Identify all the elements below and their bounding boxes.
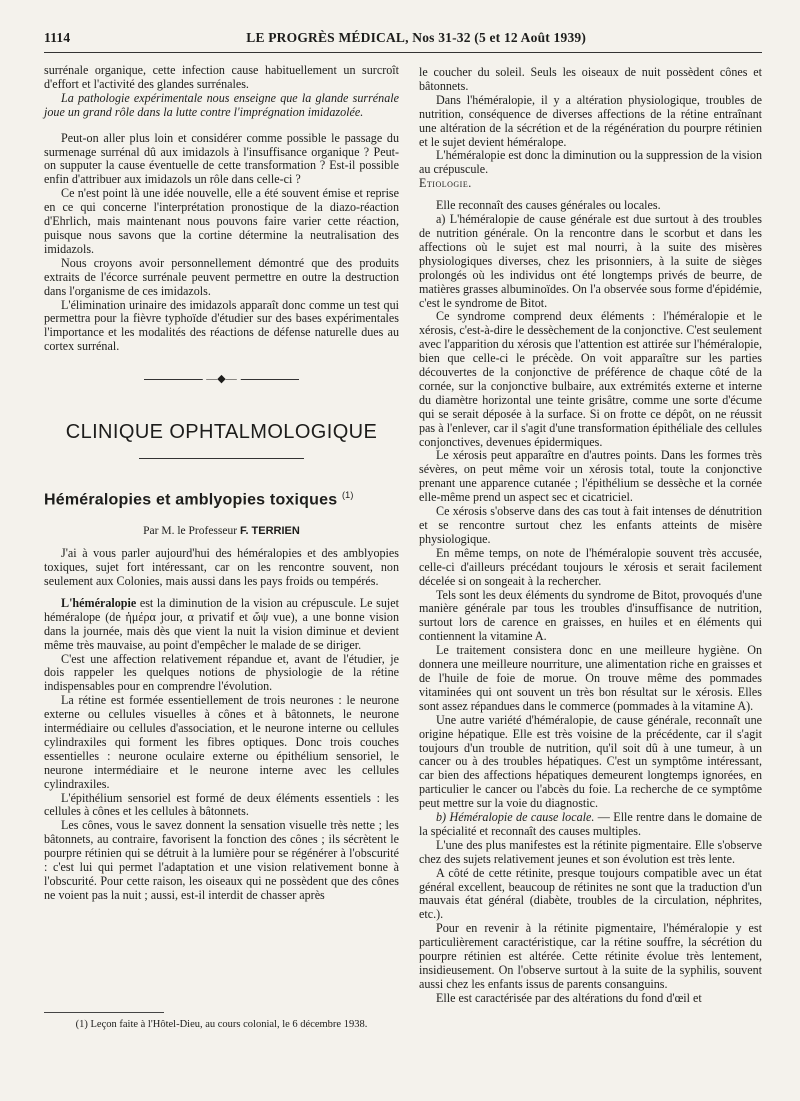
subsection-label: b) Héméralopie de cause locale. [436,810,595,825]
paragraph: Ce n'est point là une idée nouvelle, elle a été souvent émise et reprise en ce qui concerne l'interprétation pronostique de la diazo-réaction d'Ehrlich, mais maintenant nous pouvons faire varier cette réaction, puisque nous savons que la cortine détermine la neutralisation des imidazols. [44,186,399,256]
paragraph: Le xérosis peut apparaître en d'autres points. Dans les formes très sévères, on peut même voir un xérosis total, toute la conjonctive prenant une apparence cutanée ; l'épithélium se dessèche et la cornée elle-même prend un aspect sec et cicatriciel. [419,448,762,505]
paragraph-text: est la diminution de la vision au crépuscule. Le sujet héméralope (de ἡμέρα jour, α privatif et ὤψ vue), a une bonne vision dans la journée, mais dès que vient la nuit la vision diminue et devient même très mauvaise, au point d'empêcher le malade de se diriger. [44,595,399,652]
paragraph: Dans l'héméralopie, il y a altération physiologique, troubles de nutrition, conséquence de diverses affections de la rétine entraînant une altération de la sécrétion et de la régénération du pourpre rétinien et le sujet devient héméralope. [419,92,762,149]
rubric-rule [139,458,304,459]
paragraph: L'une des plus manifestes est la rétinite pigmentaire. Elle s'observe chez des sujets relativement jeunes et son évolution est très lente. [419,837,762,866]
paragraph: Les cônes, vous le savez donnent la sensation visuelle très nette ; les bâtonnets, au contraire, favorisent la fonction des cônes ; ils sécrètent le pourpre rétinien qui se détruit à la lumière pour se régénérer à l'obscurité : c'est lui qui permet l'adaptation et une vision relativement bonne à l'obscurité. Pour cette raison, les oiseaux qui ne possèdent que des cônes ne voient pas la nuit ; aussi, est-il interdit de chasser après [44,818,399,902]
footnote-rule [44,1012,164,1013]
article-title [44,489,399,507]
paragraph: Ce xérosis s'observe dans des cas tout à fait intenses de dénutrition et se rencontre surtout chez les enfants atteints de misère physiologique. [419,504,762,546]
running-header [44,30,762,53]
byline-prefix: Par M. le Professeur [143,525,238,538]
paragraph: La rétine est formée essentiellement de trois neurones : le neurone externe ou cellules visuelles à cônes et à bâtonnets, le neurone intermédiaire ou cellules d'association, et le neurone interne ou cellules cylindraxiles qui forment les fibres optiques. Donc trois couches essentielles : neurone oculaire externe ou épithélium sensoriel, le neurone intermédiaire et le neurone interne avec les cellules cylindraxiles. [44,693,399,791]
article-title-text: Héméralopies et amblyopies toxiques [44,491,338,509]
paragraph: Elle reconnaît des causes générales ou locales. [436,198,661,213]
paragraph: Ce syndrome comprend deux éléments : l'héméralopie et le xérosis, c'est-à-dire le dessèchement de la conjonctive. C'est seulement avec l'apparition du xérosis que l'attention est attirée sur l'héméralopie, bien que celle-ci le précède. On voit apparaître sur les parties découvertes de la conjonctive de préférence de chaque côté de la cornée, sur la conjonctive bulbaire, aux extrémités externe et interne du diamètre horizontal une teinte grisâtre, comme une sorte d'écume qui se serait déposée à la surface. Si on frotte ce dépôt, on ne réussit pas à l'enlever, car il s'agit d'une transformation épithéliale des cellules conjonctives, devenues épidermiques. [419,309,762,449]
byline-author: F. TERRIEN [239,525,300,538]
footnote: (1) Leçon faite à l'Hôtel-Dieu, au cours colonial, le 6 décembre 1938. [75,1019,368,1030]
paragraph: Peut-on aller plus loin et considérer comme possible le passage du surmenage surrénal dû aux imidazols à l'insuffisance organique ? Peut-on supputer la cause éventuelle de cette transformation ? Est-il possible enfin d'attribuer aux imidazols un rôle dans celle-ci ? [44,130,399,187]
paragraph [44,597,399,653]
paragraph: En même temps, on note de l'héméralopie souvent très accusée, celle-ci d'ailleurs précédant toujours le xérosis et serait facilement décelée si on songeait à la rechercher. [419,545,762,588]
page-number: 1114 [44,30,71,45]
paragraph: C'est une affection relativement répandue et, avant de l'étudier, je dois rappeler les quelques notions de physiologie de la rétine indispensables pour en comprendre l'évolution. [44,651,399,694]
paragraph: Elle est caractérisée par des altérations du fond d'œil et [436,990,702,1005]
byline [44,525,399,539]
paragraph-text: — Elle rentre dans le domaine de la spécialité et reconnaît des causes multiples. [419,810,762,838]
paragraph: surrénale organique, cette infection cause habituellement un surcroît d'effort et l'activité des glandes surrénales. [44,63,399,91]
paragraph: Nous croyons avoir personnellement démontré que des produits extraits de l'écorce surrénale peuvent permettre en outre la destruction dans l'organisme de ces imidazols. [44,255,399,298]
paragraph: La pathologie expérimentale nous enseigne que la glande surrénale joue un grand rôle dans la lutte contre l'imprégnation imidazolée. [44,90,399,119]
paragraph: A côté de cette rétinite, presque toujours compatible avec un état général excellent, beaucoup de rétinites ne sont que la traduction d'un mauvais état général (diabète, troubles de la circulation, néphrites, etc.). [419,865,762,922]
ornament-icon: —◆— [202,372,240,386]
paragraph: Tels sont les deux éléments du syndrome de Bitot, provoqués d'une manière générale par tous les troubles d'insuffisance de nutrition, surtout lors de carence en graisses, en huiles et en éléments qui contiennent la vitamine A. [419,587,762,644]
paragraph: Pour en revenir à la rétinite pigmentaire, l'héméralopie y est particulièrement caractéristique, car la rétine souffre, la sécrétion du pourpre rétinien est altérée. Cette rétinite évolue très lentement, insidieusement. On l'observe surtout à la suite de la syphilis, souvent aussi chez les enfants issus de parents consanguins. [419,921,762,991]
paragraph: a) L'héméralopie de cause générale est due surtout à des troubles de nutrition générale. On la rencontre dans le scorbut et dans les affections où le sujet est mal nourri, à la suite des misères physiologiques diverses, chez les prisonniers, à la suite de sièges prolongés où les individus ont été longtemps privés de beurre, de matières grasses albuminoïdes. On l'a observée sous forme d'épidémie, c'est le syndrome de Bitot. [419,212,762,310]
footnote-marker: (1) [341,490,354,501]
paragraph: Le traitement consistera donc en une meilleure hygiène. On donnera une meilleure nourriture, une alimentation riche en graisses et de l'huile de foie de morue. On trouve même des pommades vitaminées qui ont souvent un très bon résultat sur le xérosis. Elles sont assez répandues dans le commerce (pommades à la vitamine A). [419,643,762,713]
journal-title: LE PROGRÈS MÉDICAL, Nos 31-32 (5 et 12 Août 1939) [246,30,587,45]
right-column [419,66,762,1006]
section-separator [44,372,399,386]
left-column [44,64,399,903]
paragraph: J'ai à vous parler aujourd'hui des héméralopies et des amblyopies toxiques, sujet fort intéressant, car on les rencontre souvent, non seulement aux Colonies, mais aussi dans les pays froids ou tempérés. [44,546,399,588]
paragraph: L'élimination urinaire des imidazols apparaît donc comme un test qui permettra pour la fièvre typhoïde d'étudier sur des bases expérimentales l'importance et les modalités des réactions de défense naturelle dues au cortex surrénal. [44,297,399,354]
paragraph: L'héméralopie est donc la diminution ou la suppression de la vision au crépuscule. [419,148,762,177]
section-rubric: CLINIQUE OPHTALMOLOGIQUE [65,421,378,444]
paragraph: L'épithélium sensoriel est formé de deux éléments essentiels : les cellules à cônes et les cellules à bâtonnets. [44,790,399,819]
paragraph: Une autre variété d'héméralopie, de cause générale, reconnaît une origine hépatique. Elle est très voisine de la précédente, car il s'agit toujours d'un trouble de nutrition, qu'il soit dû à une tumeur, à un cancer ou à des troubles hépatiques. C'est un symptôme intéressant, car bien des affections hépatiques demeurent longtemps ignorées, en particulier le cancer ou l'abcès du foie. La recherche de ce symptôme peut mettre sur la voie du diagnostic. [419,712,762,811]
defined-term: L'héméralopie [61,595,137,610]
paragraph: le coucher du soleil. Seuls les oiseaux de nuit possèdent cônes et bâtonnets. [419,65,762,93]
paragraph [419,811,762,839]
section-heading: Etiologie. [419,176,472,191]
